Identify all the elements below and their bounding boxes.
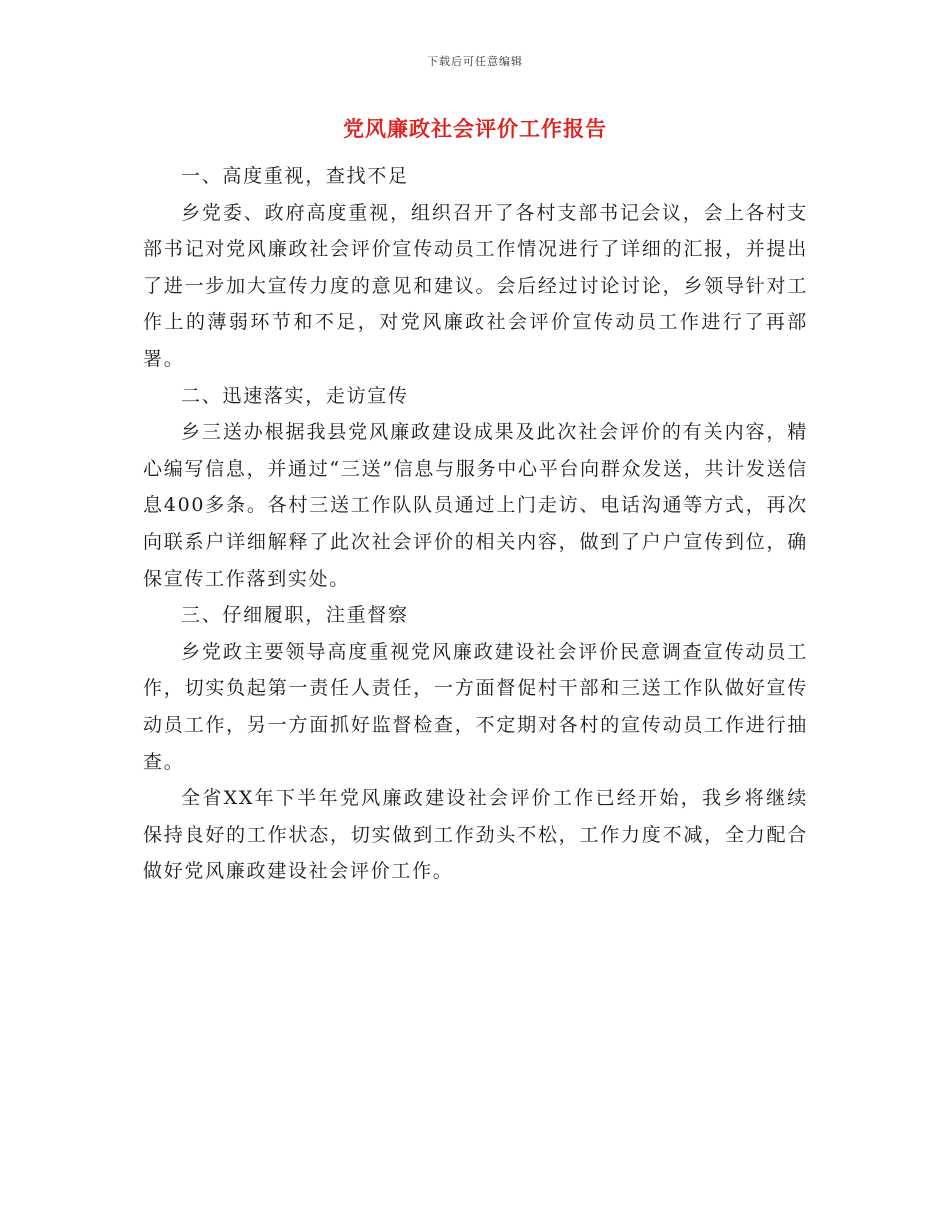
section-heading-2: 二、迅速落实，走访宣传 [181,384,409,407]
body-paragraph: 乡三送办根据我县党风廉政建设成果及此次社会评价的有关内容，精心编写信息，并通过“三送”信息与服务中心平台向群众发送，共计发送信息400多条。各村三送工作队队员通过上门走访、电话沟通等方式，再次向联系户详细解释了此次社会评价的相关内容，做到了户户宣传到位，确保宣传工作落到实处。 [143,421,808,590]
page-header: 下载后可任意编辑 [427,55,523,68]
section-heading-1: 一、高度重视，查找不足 [181,165,409,187]
document-title: 党风廉政社会评价工作报告 [343,116,607,141]
section-heading-3: 三、仔细履职，注重督察 [181,604,409,627]
document-body [143,158,808,890]
closing-paragraph: 全省XX年下半年党风廉政建设社会评价工作已经开始，我乡将继续保持良好的工作状态，切实做到工作劲头不松，工作力度不减，全力配合做好党风廉政建设社会评价工作。 [143,787,808,883]
body-paragraph: 乡党委、政府高度重视，组织召开了各村支部书记会议，会上各村支部书记对党风廉政社会评价宣传动员工作情况进行了详细的汇报，并提出了进一步加大宣传力度的意见和建议。会后经过讨论讨论，乡领导针对工作上的薄弱环节和不足，对党风廉政社会评价宣传动员工作进行了再部署。 [143,201,808,370]
body-paragraph: 乡党政主要领导高度重视党风廉政建设社会评价民意调查宣传动员工作，切实负起第一责任人责任，一方面督促村干部和三送工作队做好宣传动员工作，另一方面抓好监督检查，不定期对各村的宣传动员工作进行抽查。 [143,640,808,773]
